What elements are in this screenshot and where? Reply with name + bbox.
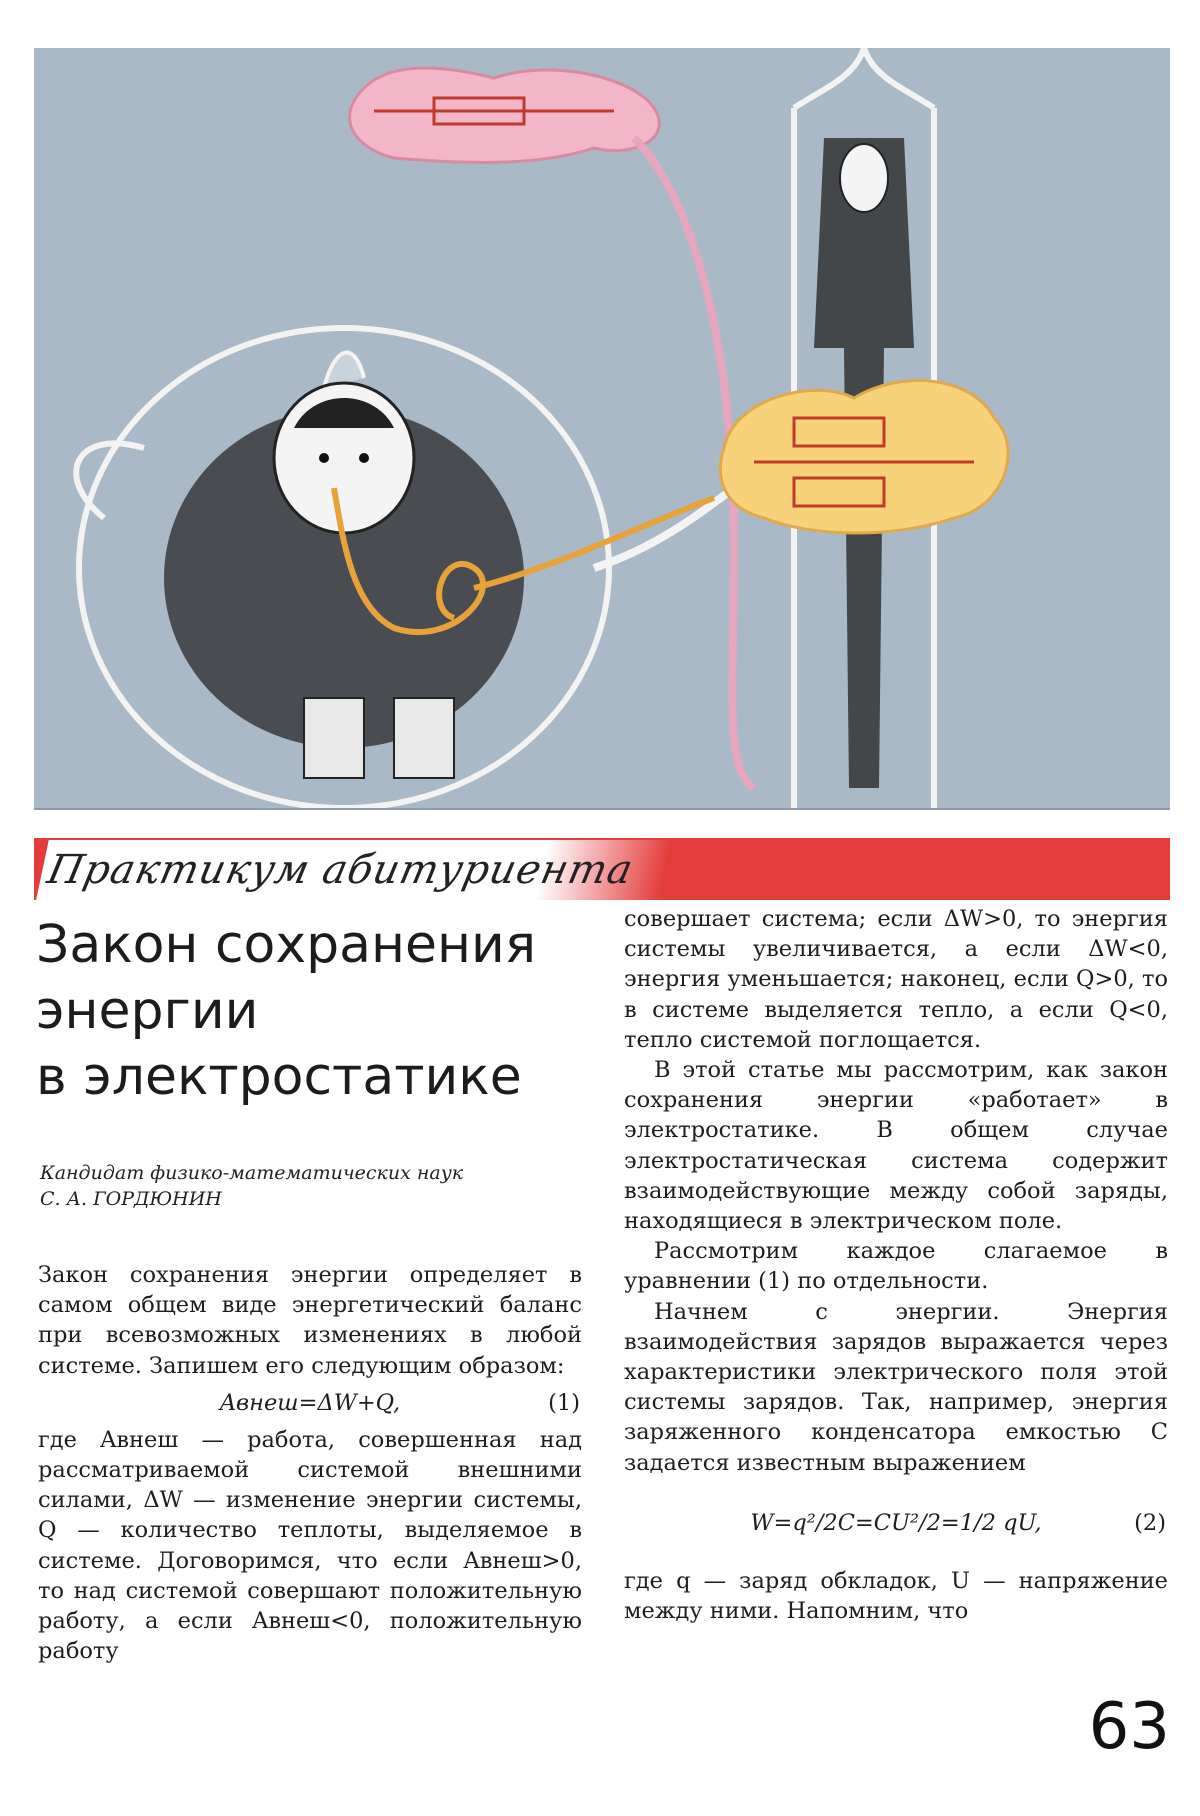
article-title-line: Закон сохранения xyxy=(36,915,537,975)
author-name: С. А. ГОРДЮНИН xyxy=(40,1188,222,1210)
paragraph: Рассмотрим каждое слагаемое в уравнении (1) по отдельности. xyxy=(624,1238,1168,1295)
article-title-line: энергии xyxy=(36,981,259,1041)
page-number: 63 xyxy=(1088,1690,1170,1764)
paragraph: В этой статье мы рассмотрим, как закон сохранения энергии «работает» в электростатике. В общем случае электростатическая система содержит взаимодействующие между собой заряды, находящиеся в электрическом поле. xyxy=(624,1057,1168,1235)
article-title xyxy=(36,912,596,1110)
cover-illustration xyxy=(34,48,1170,810)
equation-1-expression: Aвнеш=ΔW+Q, xyxy=(219,1389,401,1416)
byline xyxy=(40,1160,600,1212)
right-column xyxy=(624,904,1168,1626)
illustration-drawing xyxy=(34,48,1170,808)
paragraph: где Aвнеш — работа, совершенная над рассматриваемой системой внешними силами, ΔW — изменение энергии системы, Q — количество теплоты, выделяемое в системе. Договоримся, что если Aвнеш>0, то над системой совершают положительную работу, а если Aвнеш<0, положительную работу xyxy=(38,1426,582,1665)
equation-2-expression: W=q²/2C=CU²/2=1/2 qU, xyxy=(750,1509,1042,1536)
section-banner xyxy=(34,838,1170,900)
left-column xyxy=(38,1260,582,1666)
equation-1 xyxy=(38,1385,582,1421)
article-title-line: в электростатике xyxy=(36,1047,522,1107)
paragraph: совершает система; если ΔW>0, то энергия системы увеличивается, а если ΔW<0, энергия уменьшается; наконец, если Q>0, то в системе выделяется тепло, а если Q<0, тепло системой поглощается. xyxy=(624,906,1168,1053)
equation-2 xyxy=(624,1488,1168,1558)
equation-2-number: (2) xyxy=(1134,1509,1166,1536)
author-position: Кандидат физико-математических наук xyxy=(40,1162,464,1184)
paragraph: где q — заряд обкладок, U — напряжение между ними. Напомним, что xyxy=(624,1567,1168,1625)
section-banner-label: Практикум абитуриента xyxy=(35,840,673,900)
equation-1-number: (1) xyxy=(548,1389,580,1416)
paragraph: Начнем с энергии. Энергия взаимодействия зарядов выражается через характеристики электрического поля этой системы зарядов. Так, например, энергия заряженного конденсатора емкостью C задается известным выражением xyxy=(624,1298,1168,1476)
paragraph: Закон сохранения энергии определяет в самом общем виде энергетический баланс при всевозможных изменениях в любой системе. Запишем его следующим образом: xyxy=(38,1262,582,1379)
